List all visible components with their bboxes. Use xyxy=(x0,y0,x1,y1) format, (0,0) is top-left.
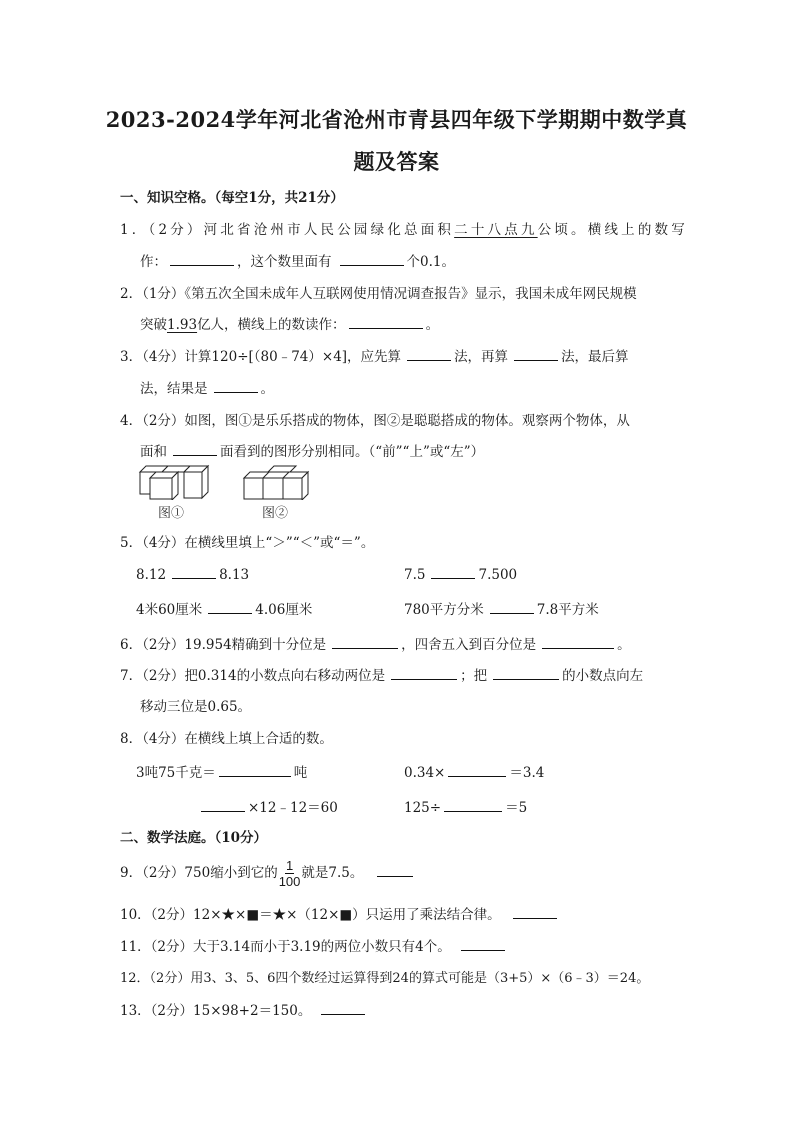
q6-text: 6．（2分）19.954精确到十分位是 xyxy=(120,637,327,653)
q6-text-3: 。 xyxy=(617,637,631,653)
q4-text-2: 面看到的图形分别相同。（“前”“上”或“左”） xyxy=(220,444,485,460)
q2-underlined-number: 1.93 xyxy=(167,317,198,333)
q1-text-3: 个0.1。 xyxy=(406,254,455,270)
q3-answer-blank-1[interactable] xyxy=(407,346,451,361)
q1-answer-blank-1[interactable] xyxy=(170,251,234,266)
q10-answer-blank[interactable] xyxy=(513,904,557,919)
q1-text-suffix: 公顷。横线上的数写 xyxy=(537,222,688,238)
q5-answer-blank-1[interactable] xyxy=(172,564,216,579)
q8-text-after: ×12﹣12＝60 xyxy=(248,800,338,816)
q5-answer-blank-2[interactable] xyxy=(431,564,475,579)
q3-answer-blank-3[interactable] xyxy=(214,378,258,393)
q5-right-value: 7.500 xyxy=(478,567,518,583)
q7-answer-blank-2[interactable] xyxy=(493,665,559,680)
figure-2-caption: 图② xyxy=(262,505,289,520)
q5-right-value: 7.8平方米 xyxy=(536,602,599,618)
q2-text-2: 亿人，横线上的数读作： xyxy=(197,317,346,333)
document-title-line2: 题及答案 xyxy=(353,149,440,174)
question-6 xyxy=(120,633,631,653)
q4-answer-blank[interactable] xyxy=(173,441,217,456)
q4-text: 面和 xyxy=(140,444,167,460)
q1-label: 作： xyxy=(140,254,167,270)
q8-text: 0.34× xyxy=(404,765,446,781)
question-3-line1 xyxy=(120,345,629,365)
question-5-line1: 5．（4分）在横线里填上“＞”“＜”或“＝”。 xyxy=(120,535,375,551)
q8-equation-1 xyxy=(136,761,307,781)
section-2-heading: 二、数学法庭。（10分） xyxy=(120,830,268,846)
q5-comparison-2 xyxy=(404,564,517,583)
q8-text-after: 吨 xyxy=(293,765,308,781)
q13-answer-blank[interactable] xyxy=(321,1000,365,1015)
question-11 xyxy=(120,935,508,955)
q1-answer-blank-2[interactable] xyxy=(340,251,404,266)
q9-text-2: 就是7.5。 xyxy=(301,865,364,881)
q8-answer-blank-4[interactable] xyxy=(444,797,502,812)
q5-left-value: 780平方分米 xyxy=(404,602,484,618)
q2-text-3: 。 xyxy=(425,317,440,333)
question-1-line2 xyxy=(140,250,455,270)
question-8-line1: 8．（4分）在横线上填上合适的数。 xyxy=(120,731,333,747)
question-2-line2 xyxy=(140,313,439,333)
q5-left-value: 4米60厘米 xyxy=(136,602,203,618)
q11-text: 11．（2分）大于3.14而小于3.19的两位小数只有4个。 xyxy=(120,939,451,955)
figure-2-cubes-icon xyxy=(242,464,312,500)
document-title-line1: 2023-2024学年河北省沧州市青县四年级下学期期中数学真 xyxy=(105,107,688,132)
q5-comparison-1 xyxy=(136,564,249,583)
fraction-one-hundredth xyxy=(279,858,301,889)
q9-answer-blank[interactable] xyxy=(377,862,413,877)
q5-left-value: 7.5 xyxy=(404,567,426,583)
q8-text: 3吨75千克＝ xyxy=(136,765,216,781)
q3-text: 3．（4分）计算120÷[（80﹣74）×4]，应先算 xyxy=(120,349,402,365)
q5-answer-blank-3[interactable] xyxy=(208,599,252,614)
figure-1-cubes-icon xyxy=(138,464,210,500)
question-3-line2 xyxy=(140,377,274,397)
q8-text: 125÷ xyxy=(404,800,442,816)
q8-text-after: ＝5 xyxy=(505,800,528,816)
q10-text: 10．（2分）12×★×■＝★×（12×■）只运用了乘法结合律。 xyxy=(120,907,501,923)
q3-text-2: 法，再算 xyxy=(454,349,509,365)
q3-text-3: 法，最后算 xyxy=(561,349,629,365)
fraction-numerator: 1 xyxy=(285,858,294,873)
question-4-line2 xyxy=(140,440,484,460)
q1-text-2: ，这个数里面有 xyxy=(237,254,332,270)
q3-answer-blank-2[interactable] xyxy=(514,346,558,361)
question-2-line1: 2．（1分）《第五次全国未成年人互联网使用情况调查报告》显示，我国未成年网民规模 xyxy=(120,286,637,302)
q9-text: 9．（2分）750缩小到它的 xyxy=(120,865,278,881)
section-1-heading: 一、知识空格。（每空1分，共21分） xyxy=(120,190,344,206)
q8-equation-3 xyxy=(198,796,338,816)
q13-text: 13．（2分）15×98+2＝150。 xyxy=(120,1003,312,1019)
q11-answer-blank[interactable] xyxy=(461,936,505,951)
question-9 xyxy=(120,858,416,889)
q6-text-2: ，四舍五入到百分位是 xyxy=(401,637,537,653)
q7-answer-blank-1[interactable] xyxy=(391,665,457,680)
q5-left-value: 8.12 xyxy=(136,567,167,583)
q3-text-5: 。 xyxy=(260,381,274,397)
q5-right-value: 4.06厘米 xyxy=(255,602,313,618)
q12-text: 12．（2分）用3、3、5、6四个数经过运算得到24的算式可能是（3+5）×（6﹣3）＝24。 xyxy=(120,971,650,986)
q5-comparison-4 xyxy=(404,598,599,618)
q8-answer-blank-3[interactable] xyxy=(201,797,245,812)
question-7-line1 xyxy=(120,664,643,684)
question-10 xyxy=(120,903,560,923)
question-1-line1 xyxy=(120,218,688,238)
q7-text-2: ；把 xyxy=(460,668,488,684)
q2-answer-blank[interactable] xyxy=(349,314,423,329)
q1-underlined-number: 二十八点九 xyxy=(454,222,538,238)
q5-answer-blank-4[interactable] xyxy=(490,599,534,614)
q1-text: 1．（2分）河北省沧州市人民公园绿化总面积 xyxy=(120,222,455,238)
figure-1-caption: 图① xyxy=(158,505,185,520)
q8-answer-blank-2[interactable] xyxy=(448,762,506,777)
q8-equation-2 xyxy=(404,761,544,781)
q8-text-after: ＝3.4 xyxy=(509,765,545,781)
q6-answer-blank-2[interactable] xyxy=(542,634,614,649)
question-4-line1: 4．（2分）如图，图①是乐乐搭成的物体，图②是聪聪搭成的物体。观察两个物体，从 xyxy=(120,413,630,429)
q2-text: 突破 xyxy=(140,317,167,333)
q5-comparison-3 xyxy=(136,598,312,618)
q3-text-4: 法，结果是 xyxy=(140,381,208,397)
q6-answer-blank-1[interactable] xyxy=(332,634,398,649)
question-7-line2: 移动三位是0.65。 xyxy=(140,699,252,715)
q5-right-value: 8.13 xyxy=(219,567,250,583)
question-12 xyxy=(120,967,649,986)
fraction-denominator: 100 xyxy=(278,874,301,889)
q7-text: 7．（2分）把0.314的小数点向右移动两位是 xyxy=(120,668,386,684)
question-13 xyxy=(120,999,368,1019)
q7-text-3: 的小数点向左 xyxy=(562,668,644,684)
q8-answer-blank-1[interactable] xyxy=(219,762,291,777)
q8-equation-4 xyxy=(404,796,527,816)
